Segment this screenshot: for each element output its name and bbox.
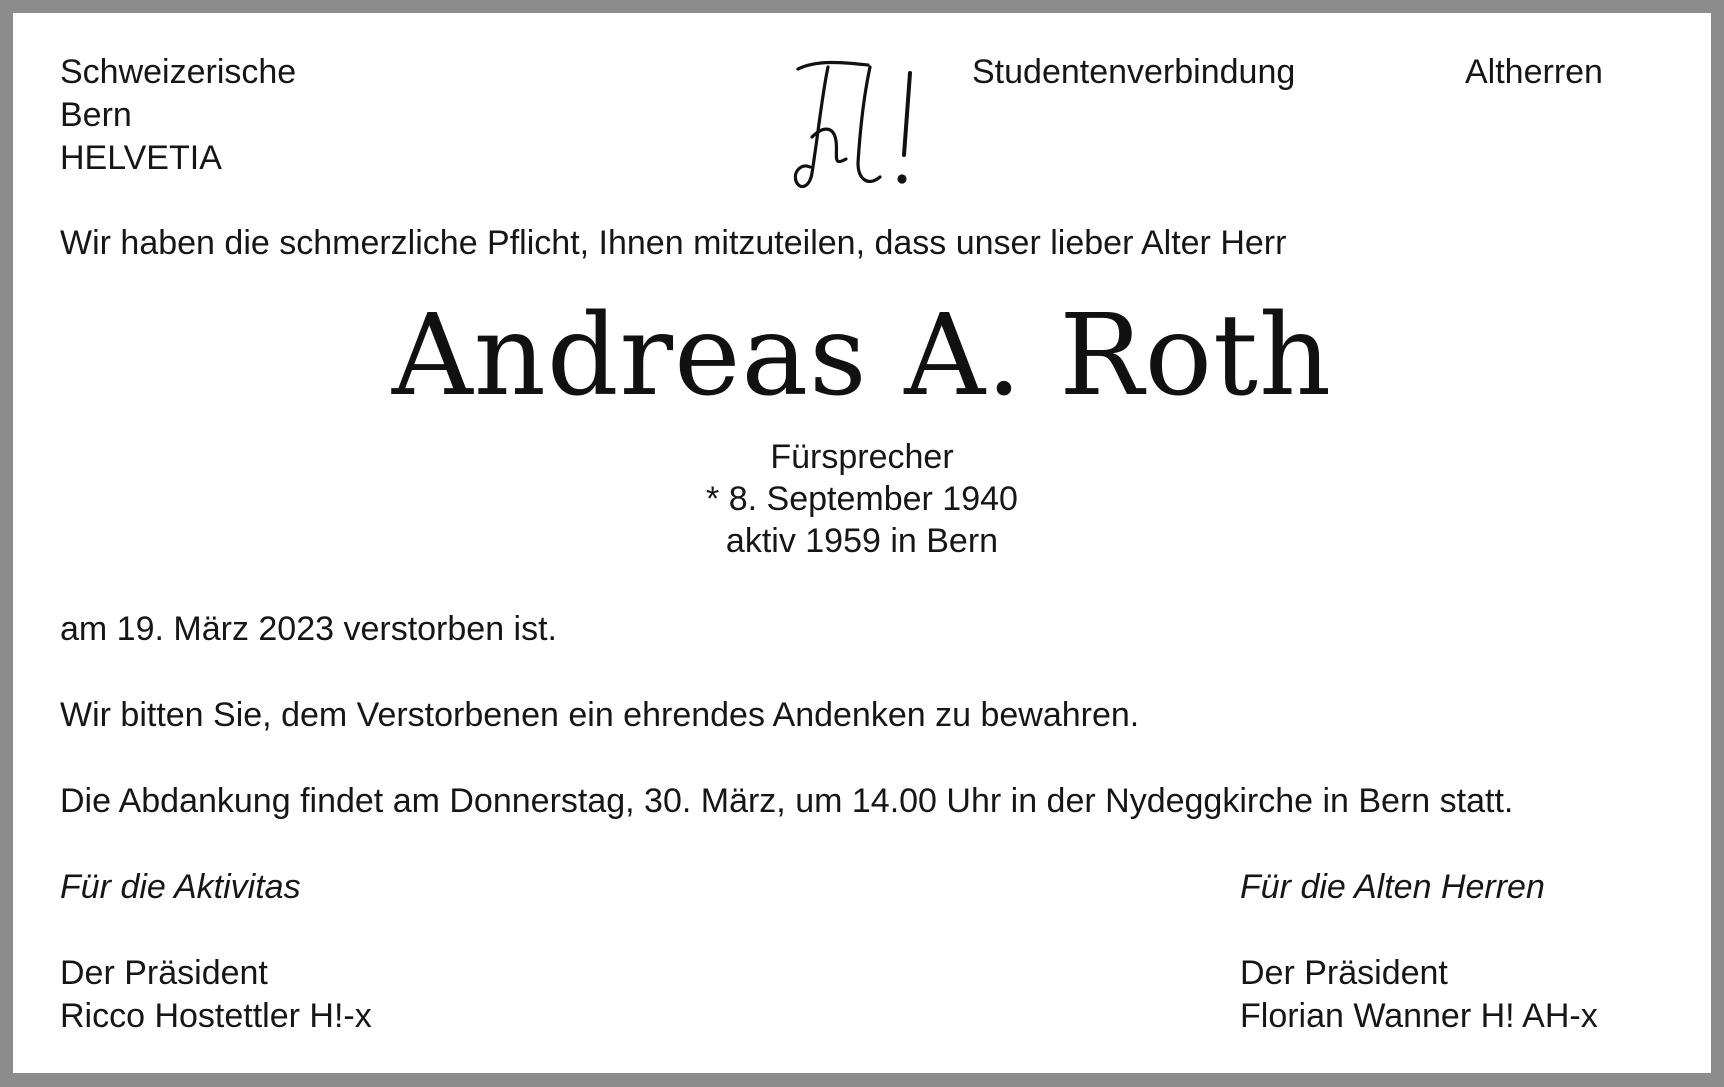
deceased-title: Fürsprecher (770, 438, 954, 476)
signature-left-group: Für die Aktivitas (60, 868, 301, 906)
header-left-line2: Bern (60, 96, 132, 134)
header-left-line1: Schweizerische (60, 53, 297, 91)
deceased-birth: * 8. September 1940 (706, 480, 1018, 518)
fraternity-logo-icon (788, 55, 938, 200)
intro-text: Wir haben die schmerzliche Pflicht, Ihnen mitzuteilen, dass unser lieber Alter Herr (60, 224, 1287, 262)
deceased-active: aktiv 1959 in Bern (725, 522, 999, 560)
signature-left-name: Ricco Hostettler H!-x (60, 997, 372, 1035)
header-right: Altherren (1465, 53, 1603, 91)
signature-left-role: Der Präsident (60, 954, 268, 992)
header-left-line3: HELVETIA (60, 139, 222, 177)
ceremony-text: Die Abdankung findet am Donnerstag, 30. März, um 14.00 Uhr in der Nydeggkirche in Bern statt. (60, 782, 1514, 820)
signature-right-role: Der Präsident (1240, 954, 1448, 992)
request-text: Wir bitten Sie, dem Verstorbenen ein ehrendes Andenken zu bewahren. (60, 696, 1140, 734)
deceased-name: Andreas A. Roth (391, 291, 1333, 421)
signature-right-group: Für die Alten Herren (1240, 868, 1545, 906)
death-text: am 19. März 2023 verstorben ist. (60, 610, 558, 648)
signature-right-name: Florian Wanner H! AH-x (1240, 997, 1598, 1035)
header-middle: Studentenverbindung (972, 53, 1296, 91)
